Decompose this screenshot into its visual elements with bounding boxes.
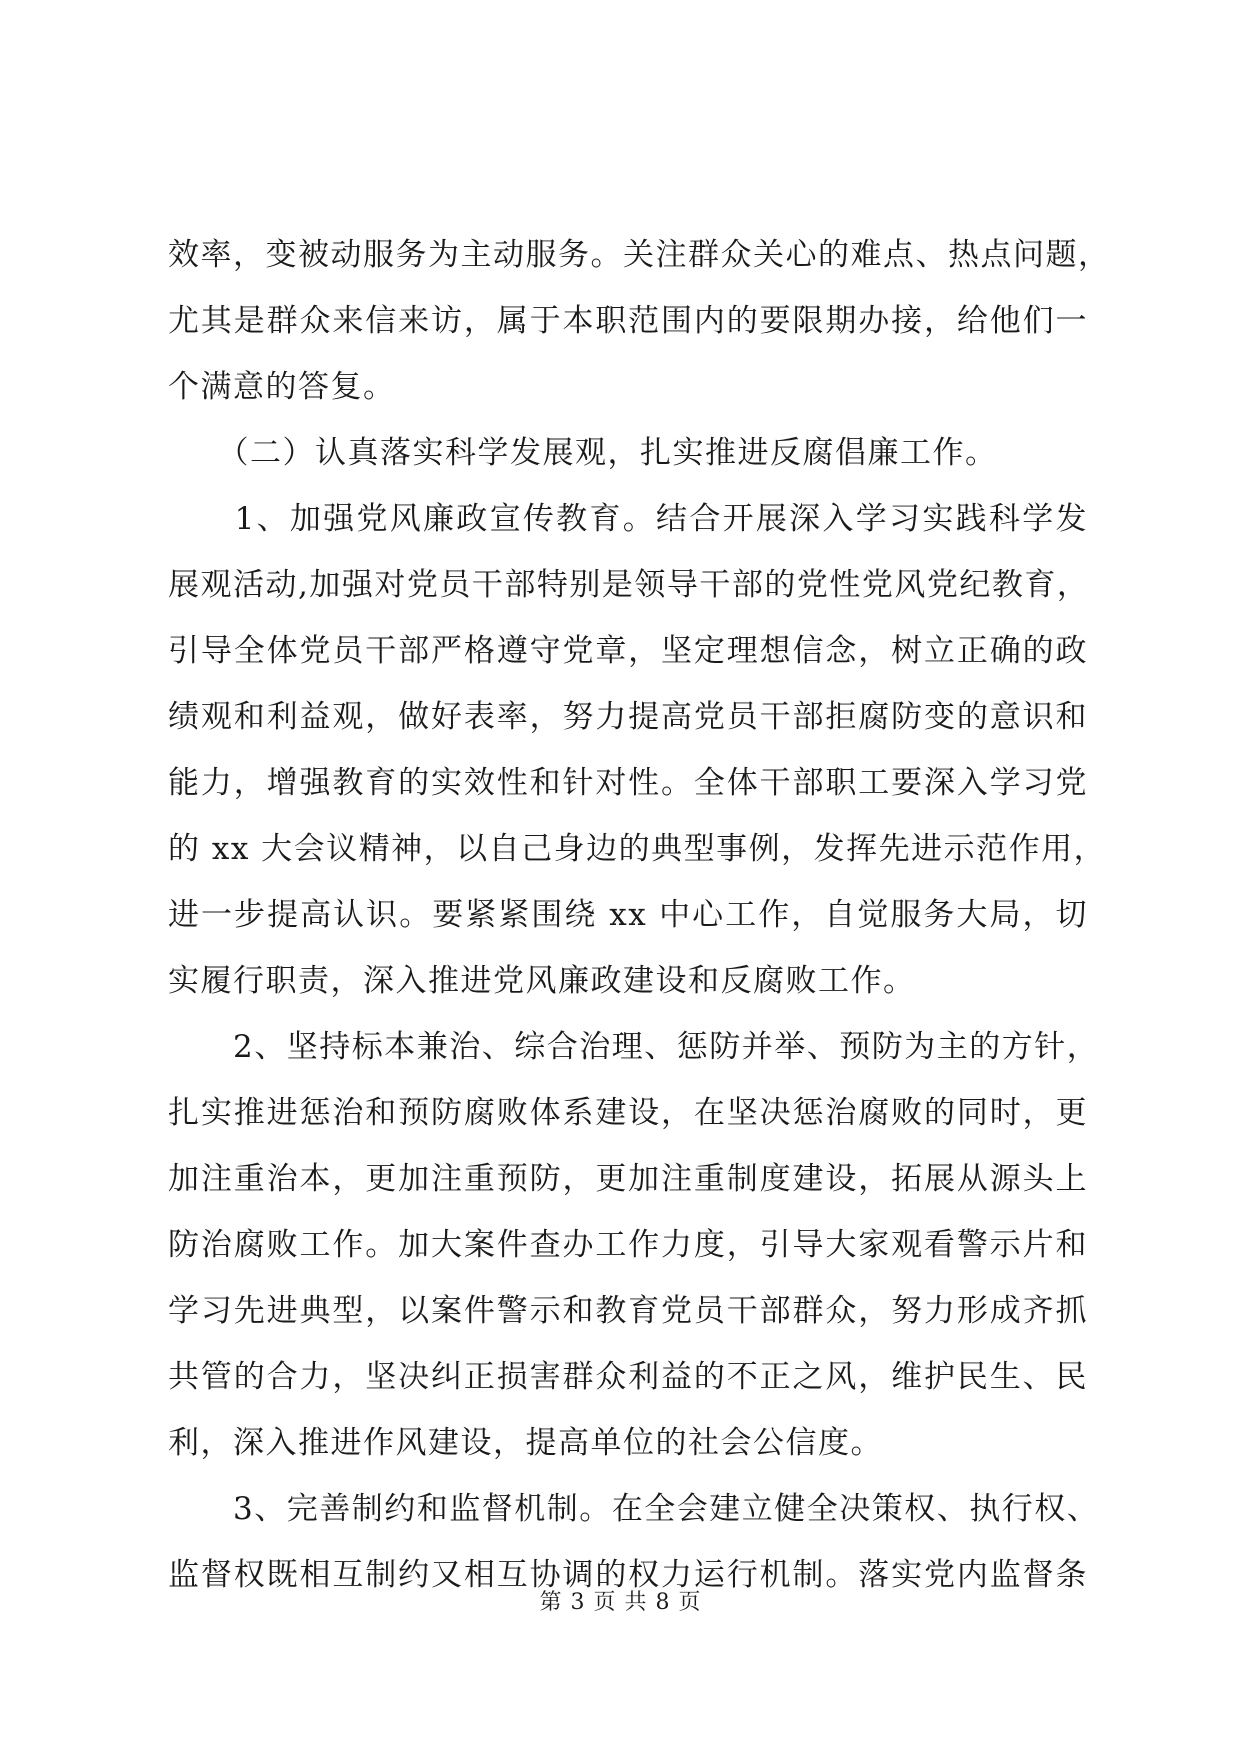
text-line: 加注重治本，更加注重预防，更加注重制度建设，拓展从源头上 [168,1161,1088,1197]
page-number-footer: 第 3 页 共 8 页 [539,1590,702,1615]
text-line: 效率，变被动服务为主动服务。关注群众关心的难点、热点问题， [168,237,1111,273]
text-line: 3、完善制约和监督机制。在全会建立健全决策权、执行权、 [168,1491,1100,1527]
text-line: 的 xx 大会议精神，以自己身边的典型事例，发挥先进示范作用， [168,831,1107,867]
text-line: 进一步提高认识。要紧紧围绕 xx 中心工作，自觉服务大局，切 [168,897,1088,933]
text-line: 防治腐败工作。加大案件查办工作力度，引导大家观看警示片和 [168,1227,1088,1263]
text-line: 共管的合力，坚决纠正损害群众利益的不正之风，维护民生、民 [168,1359,1088,1395]
section-heading: （二）认真落实科学发展观，扎实推进反腐倡廉工作。 [168,435,998,471]
text-line: 1、加强党风廉政宣传教育。结合开展深入学习实践科学发 [168,501,1088,537]
text-line: 监督权既相互制约又相互协调的权力运行机制。落实党内监督条 [168,1557,1088,1593]
text-line: 绩观和利益观，做好表率，努力提高党员干部拒腐防变的意识和 [168,699,1088,735]
text-line: 利，深入推进作风建设，提高单位的社会公信度。 [168,1425,883,1461]
text-line: 能力，增强教育的实效性和针对性。全体干部职工要深入学习党 [168,765,1088,801]
text-line: 引导全体党员干部严格遵守党章，坚定理想信念，树立正确的政 [168,633,1088,669]
text-line: 尤其是群众来信来访，属于本职范围内的要限期办接，给他们一 [168,303,1088,339]
document-body [168,222,1111,1608]
text-line: 实履行职责，深入推进党风廉政建设和反腐败工作。 [168,963,916,999]
text-line: 学习先进典型，以案件警示和教育党员干部群众，努力形成齐抓 [168,1293,1088,1329]
text-line: 扎实推进惩治和预防腐败体系建设，在坚决惩治腐败的同时，更 [168,1095,1088,1131]
text-line: 2、坚持标本兼治、综合治理、惩防并举、预防为主的方针， [168,1029,1100,1065]
text-line: 个满意的答复。 [168,369,396,405]
text-line: 展观活动,加强对党员干部特别是领导干部的党性党风党纪教育， [168,567,1090,603]
